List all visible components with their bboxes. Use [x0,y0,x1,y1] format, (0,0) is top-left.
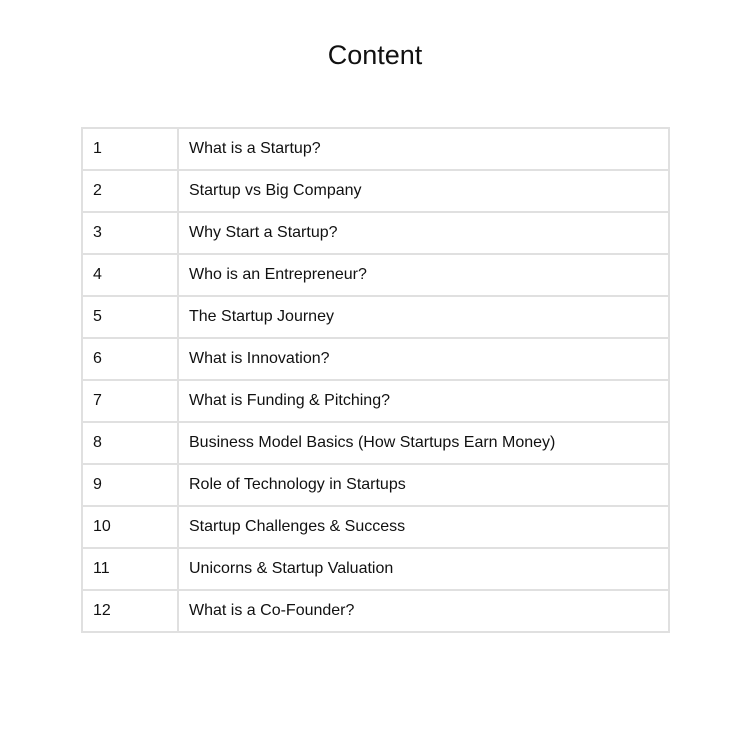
table-row [82,506,669,548]
row-topic: What is a Startup? [178,128,669,170]
table-row [82,422,669,464]
row-topic: What is Innovation? [178,338,669,380]
row-number: 7 [82,380,178,422]
table-row [82,254,669,296]
row-topic: Role of Technology in Startups [178,464,669,506]
row-number: 9 [82,464,178,506]
table-row [82,380,669,422]
row-number: 5 [82,296,178,338]
contents-table [81,127,670,633]
row-number: 2 [82,170,178,212]
row-topic: Startup Challenges & Success [178,506,669,548]
row-topic: Startup vs Big Company [178,170,669,212]
table-row [82,548,669,590]
row-topic: Business Model Basics (How Startups Earn Money) [178,422,669,464]
row-topic: What is Funding & Pitching? [178,380,669,422]
table-row [82,296,669,338]
row-number: 4 [82,254,178,296]
row-topic: What is a Co-Founder? [178,590,669,632]
row-number: 1 [82,128,178,170]
table-row [82,464,669,506]
table-row [82,128,669,170]
row-number: 10 [82,506,178,548]
row-topic: The Startup Journey [178,296,669,338]
table-row [82,590,669,632]
table-row [82,338,669,380]
row-topic: Unicorns & Startup Valuation [178,548,669,590]
row-number: 6 [82,338,178,380]
row-number: 8 [82,422,178,464]
page-title: Content [327,40,423,70]
row-topic: Who is an Entrepreneur? [178,254,669,296]
row-topic: Why Start a Startup? [178,212,669,254]
row-number: 12 [82,590,178,632]
row-number: 11 [82,548,178,590]
row-number: 3 [82,212,178,254]
table-row [82,170,669,212]
table-row [82,212,669,254]
